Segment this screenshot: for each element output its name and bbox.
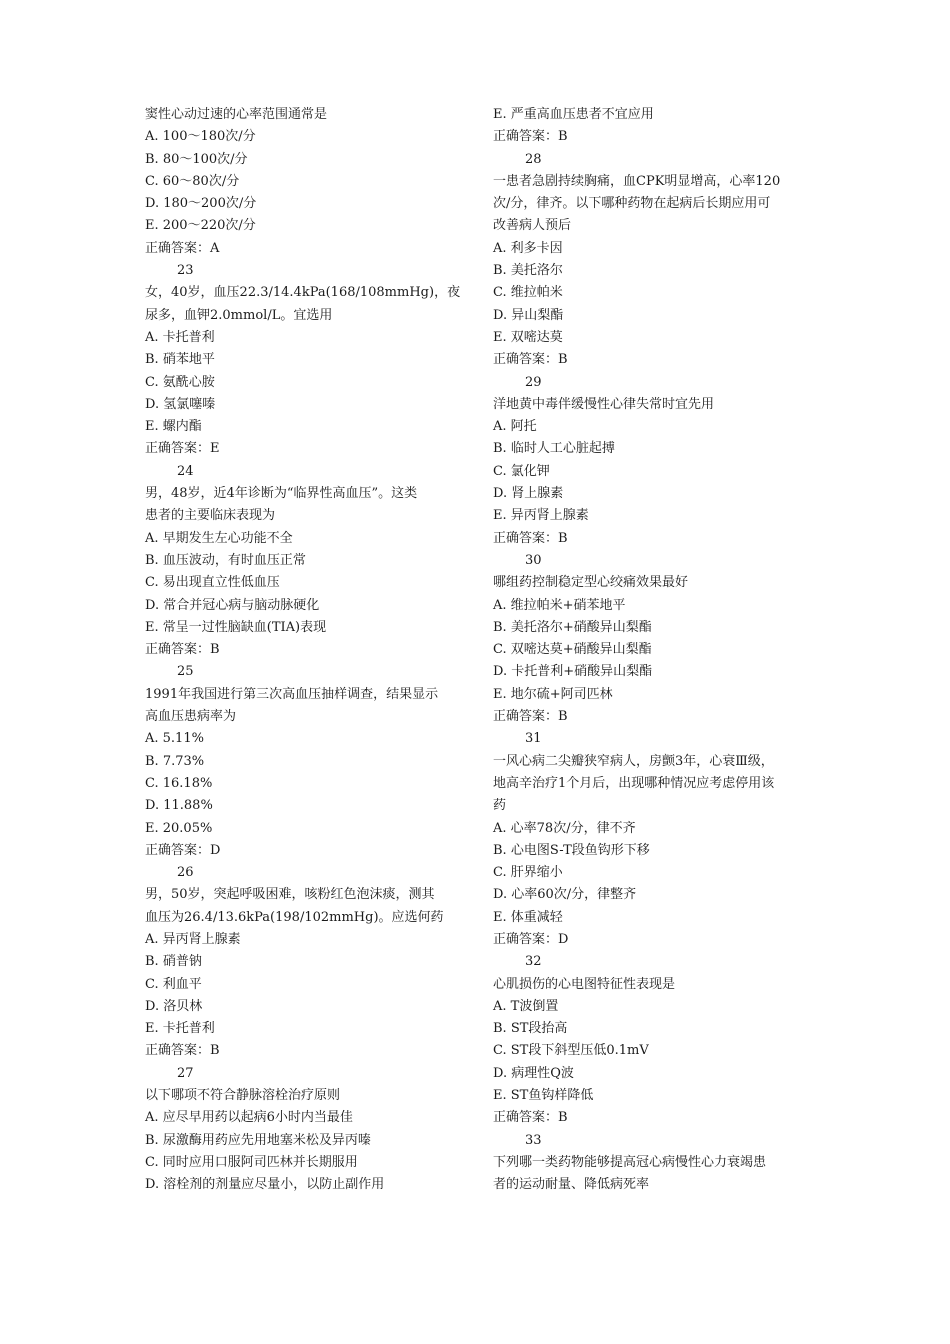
answer-option: C. 16.18% <box>145 775 213 791</box>
question-text-line: 高血压患病率为 <box>145 709 237 725</box>
answer-option: E. 常呈一过性脑缺血(TIA)表现 <box>145 619 327 635</box>
answer-option: E. 异丙肾上腺素 <box>493 508 589 524</box>
answer-option: B. 血压波动，有时血压正常 <box>145 552 306 568</box>
answer-option: B. 7.73% <box>145 753 205 769</box>
question-number: 31 <box>525 731 542 747</box>
correct-answer: 正确答案：B <box>493 709 568 725</box>
question-text-line: 男，50岁，突起呼吸困难，咳粉红色泡沫痰，测其 <box>145 887 435 903</box>
answer-option: A. 利多卡因 <box>493 240 563 256</box>
question-text-line: 尿多，血钾2.0mmol/L。宜选用 <box>145 307 333 323</box>
answer-option: A. T波倒置 <box>493 998 559 1014</box>
answer-option: A. 心率78次/分，律不齐 <box>493 820 636 836</box>
question-text-line: 哪组药控制稳定型心绞痛效果最好 <box>493 575 689 591</box>
answer-option: A. 早期发生左心功能不全 <box>145 530 293 546</box>
answer-option: E. 双嘧达莫 <box>493 329 563 345</box>
answer-option: B. 硝苯地平 <box>145 352 215 368</box>
question-text-line: 心肌损伤的心电图特征性表现是 <box>493 976 676 992</box>
answer-option: C. 易出现直立性低血压 <box>145 575 280 591</box>
answer-option: E. 螺内酯 <box>145 419 202 435</box>
answer-option: C. 60～80次/分 <box>145 173 240 189</box>
answer-option: A. 卡托普利 <box>145 329 215 345</box>
correct-answer: 正确答案：B <box>145 642 220 658</box>
question-number: 25 <box>177 664 194 680</box>
question-number: 33 <box>525 1132 542 1148</box>
answer-option: C. ST段下斜型压低0.1mV <box>493 1043 649 1059</box>
question-text-line: 一风心病二尖瓣狭窄病人，房颤3年，心衰Ⅲ级， <box>493 753 774 769</box>
question-text-line: 下列哪一类药物能够提高冠心病慢性心力衰竭患 <box>493 1154 767 1170</box>
question-text-line: 1991年我国进行第三次高血压抽样调查，结果显示 <box>145 686 439 702</box>
answer-option: E. 严重高血压患者不宜应用 <box>493 107 654 122</box>
question-number: 26 <box>177 865 194 881</box>
answer-option: C. 同时应用口服阿司匹林并长期服用 <box>145 1154 358 1170</box>
question-number: 30 <box>525 552 542 568</box>
answer-option: A. 5.11% <box>145 731 204 747</box>
answer-option: D. 心率60次/分，律整齐 <box>493 887 637 903</box>
answer-option: C. 氨酰心胺 <box>145 374 215 390</box>
answer-option: D. 溶栓剂的剂量应尽量小，以防止副作用 <box>145 1177 385 1193</box>
question-text-line: 女，40岁，血压22.3/14.4kPa(168/108mmHg)，夜 <box>145 285 461 301</box>
answer-option: B. 临时人工心脏起搏 <box>493 441 615 457</box>
question-text-line: 男，48岁，近4年诊断为“临界性高血压”。这类 <box>145 486 418 502</box>
correct-answer: 正确答案：B <box>493 530 568 546</box>
answer-option: B. 尿激酶用药应先用地塞米松及异丙嗪 <box>145 1132 371 1148</box>
correct-answer: 正确答案：A <box>145 240 220 256</box>
correct-answer: 正确答案：B <box>493 129 568 145</box>
left-column <box>145 104 470 1197</box>
answer-option: C. 氯化钾 <box>493 463 550 479</box>
question-text-line: 次/分，律齐。以下哪种药物在起病后长期应用可 <box>493 196 771 212</box>
question-number: 23 <box>177 263 194 279</box>
answer-option: D. 病理性Q波 <box>493 1065 574 1081</box>
answer-option: E. ST鱼钩样降低 <box>493 1088 594 1104</box>
correct-answer: 正确答案：D <box>145 842 221 858</box>
answer-option: A. 阿托 <box>493 419 537 435</box>
answer-option: B. 心电图S-T段鱼钩形下移 <box>493 842 650 858</box>
answer-option: B. ST段抬高 <box>493 1021 568 1037</box>
answer-option: D. 卡托普利+硝酸异山梨酯 <box>493 664 653 680</box>
answer-option: D. 肾上腺素 <box>493 486 564 502</box>
question-text-line: 者的运动耐量、降低病死率 <box>493 1177 650 1193</box>
answer-option: E. 200～220次/分 <box>145 218 256 234</box>
answer-option: D. 异山梨酯 <box>493 307 564 323</box>
correct-answer: 正确答案：D <box>493 931 569 947</box>
correct-answer: 正确答案：B <box>493 352 568 368</box>
answer-option: D. 11.88% <box>145 798 213 814</box>
answer-option: E. 体重减轻 <box>493 909 563 925</box>
question-text-line: 药 <box>493 798 507 814</box>
answer-option: A. 异丙肾上腺素 <box>145 931 241 947</box>
question-text-line: 窦性心动过速的心率范围通常是 <box>145 107 328 122</box>
answer-option: C. 双嘧达莫+硝酸异山梨酯 <box>493 642 652 658</box>
answer-option: B. 硝普钠 <box>145 954 202 970</box>
correct-answer: 正确答案：B <box>145 1043 220 1059</box>
question-number: 28 <box>525 151 542 167</box>
question-text-line: 改善病人预后 <box>493 218 572 234</box>
question-number: 32 <box>525 954 542 970</box>
question-text-line: 洋地黄中毒伴缓慢性心律失常时宜先用 <box>493 396 715 412</box>
question-number: 27 <box>177 1065 194 1081</box>
answer-option: A. 100～180次/分 <box>145 129 256 145</box>
answer-option: D. 氢氯噻嗪 <box>145 396 216 412</box>
answer-option: A. 应尽早用药以起病6小时内当最佳 <box>145 1110 353 1126</box>
answer-option: D. 洛贝林 <box>145 998 203 1014</box>
question-text-line: 患者的主要临床表现为 <box>145 508 276 524</box>
answer-option: C. 维拉帕米 <box>493 285 563 301</box>
correct-answer: 正确答案：E <box>145 441 220 457</box>
answer-option: E. 地尔硫+阿司匹林 <box>493 686 613 702</box>
question-number: 24 <box>177 463 194 479</box>
answer-option: A. 维拉帕米+硝苯地平 <box>493 597 626 613</box>
correct-answer: 正确答案：B <box>493 1110 568 1126</box>
question-text-line: 以下哪项不符合静脉溶栓治疗原则 <box>145 1088 341 1104</box>
answer-option: D. 180～200次/分 <box>145 196 257 212</box>
answer-option: D. 常合并冠心病与脑动脉硬化 <box>145 597 320 613</box>
answer-option: E. 20.05% <box>145 820 213 836</box>
question-text-line: 一患者急剧持续胸痛，血CPK明显增高，心率120 <box>493 173 781 189</box>
answer-option: B. 美托洛尔+硝酸异山梨酯 <box>493 619 652 635</box>
answer-option: C. 肝界缩小 <box>493 865 563 881</box>
question-number: 29 <box>525 374 542 390</box>
answer-option: B. 80～100次/分 <box>145 151 248 167</box>
question-text-line: 血压为26.4/13.6kPa(198/102mmHg)。应选何药 <box>145 909 444 925</box>
question-text-line: 地高辛治疗1个月后，出现哪种情况应考虑停用该 <box>493 775 775 791</box>
answer-option: C. 利血平 <box>145 976 202 992</box>
answer-option: B. 美托洛尔 <box>493 263 563 279</box>
right-column <box>493 104 813 1197</box>
answer-option: E. 卡托普利 <box>145 1021 215 1037</box>
